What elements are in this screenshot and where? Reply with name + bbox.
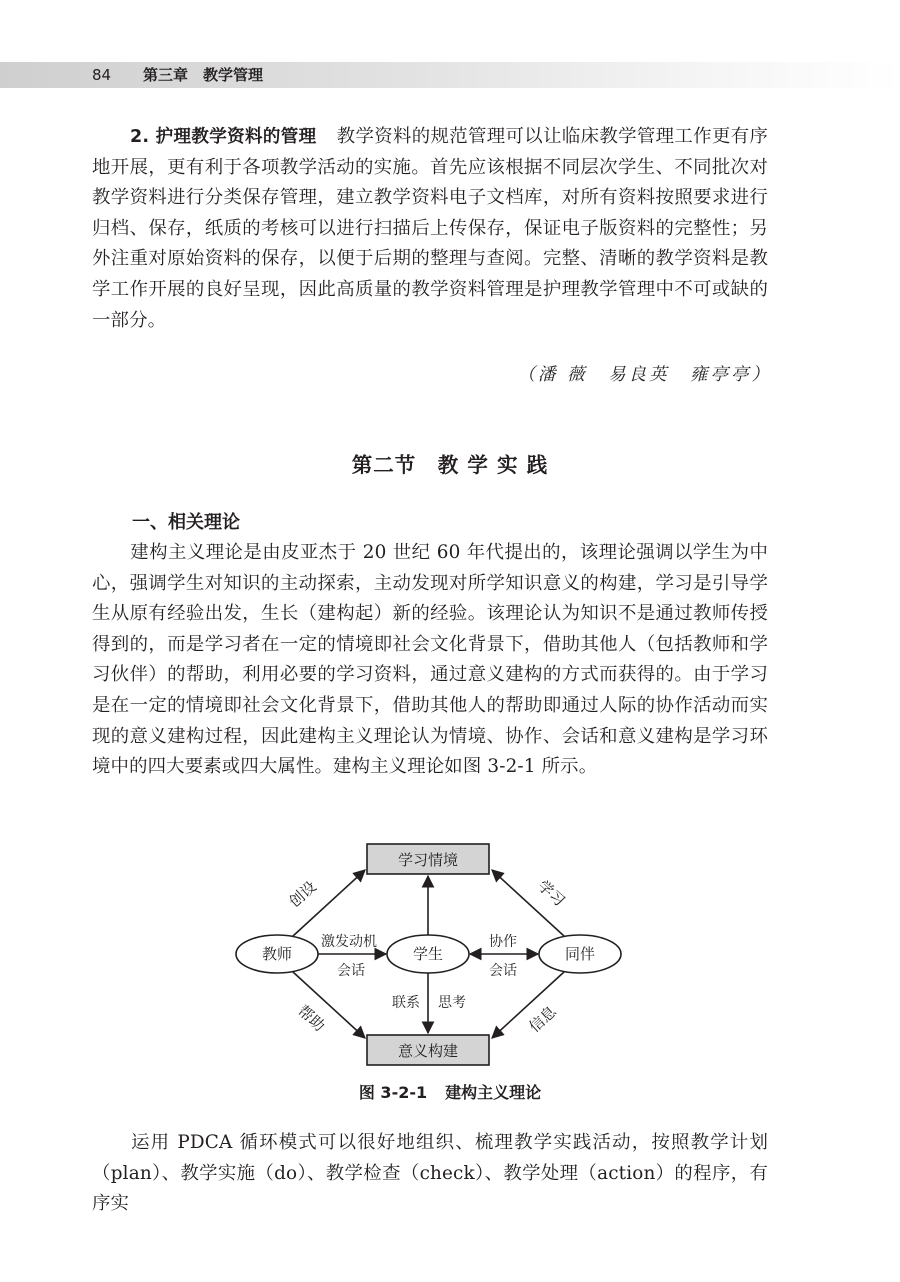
edge-label-information: 信息 xyxy=(525,1002,560,1037)
figure-number: 图 3-2-1 xyxy=(358,1083,428,1102)
edge-label-create: 创设 xyxy=(285,877,320,912)
edge-label-think: 思考 xyxy=(438,995,466,1011)
chapter-title: 第三章 教学管理 xyxy=(143,66,264,84)
edge-label-collaborate: 协作 xyxy=(489,934,517,950)
paragraph-pdca xyxy=(92,1128,768,1220)
edge-label-learn: 学习 xyxy=(534,876,569,911)
page-number: 84 xyxy=(92,66,112,84)
node-meaning-construction-label: 意义构建 xyxy=(397,1042,459,1060)
node-learning-context-label: 学习情境 xyxy=(397,851,459,869)
edge-label-connect: 联系 xyxy=(392,995,420,1011)
edge-label-motivate: 激发动机 xyxy=(321,934,377,950)
section-title: 第二节 教 学 实 践 xyxy=(351,453,549,477)
paragraph-body: 运用 PDCA 循环模式可以很好地组织、梳理教学实践活动，按照教学计划（plan）、教学实施（do）、教学检查（check）、教学处理（action）的程序，有序实 xyxy=(92,1132,768,1215)
paragraph-body: 建构主义理论是由皮亚杰于 20 世纪 60 年代提出的，该理论强调以学生为中心，强调学生对知识的主动探索，主动发现对所学知识意义的构建，学习是引导学生从原有经验出发，生长（建构起）新的经验。该理论认为知识不是通过教师传授得到的，而是学习者在一定的情境即社会文化背景下，借助其他人（包括教师和学习伙伴）的帮助，利用必要的学习资料，通过意义建构的方式而获得的。由于学习是在一定的情境即社会文化背景下，借助其他人的帮助即通过人际的协作活动而实现的意义建构过程，因此建构主义理论认为情境、协作、会话和意义建构是学习环境中的四大要素或四大属性。建构主义理论如图 3-2-1 所示。 xyxy=(92,542,768,778)
edge-label-conversation-left: 会话 xyxy=(337,963,365,979)
paragraph-lead-heading: 2. 护理教学资料的管理 xyxy=(130,127,317,147)
authors-line: （潘 薇 易良英 雍亭亭） xyxy=(517,365,772,385)
paragraph-body: 教学资料的规范管理可以让临床教学管理工作更有序地开展，更有利于各项教学活动的实施。首先应该根据不同层次学生、不同批次对教学资料进行分类保存管理，建立教学资料电子文档库，对所有资料按照要求进行归档、保存，纸质的考核可以进行扫描后上传保存，保证电子版资料的完整性；另外注重对原始资料的保存，以便于后期的整理与查阅。完整、清晰的教学资料是教学工作开展的良好呈现，因此高质量的教学资料管理是护理教学管理中不可或缺的一部分。 xyxy=(92,126,769,331)
arrow-peer-to-construction xyxy=(492,972,564,1038)
subsection-title: 一、相关理论 xyxy=(132,512,240,533)
edge-label-conversation-right: 会话 xyxy=(489,963,517,979)
node-student-label: 学生 xyxy=(412,945,444,963)
figure-caption xyxy=(0,1080,900,1103)
node-peer-label: 同伴 xyxy=(564,945,596,963)
figure-title: 建构主义理论 xyxy=(445,1083,542,1102)
node-teacher-label: 教师 xyxy=(261,945,293,963)
edge-label-help: 帮助 xyxy=(294,1001,329,1036)
